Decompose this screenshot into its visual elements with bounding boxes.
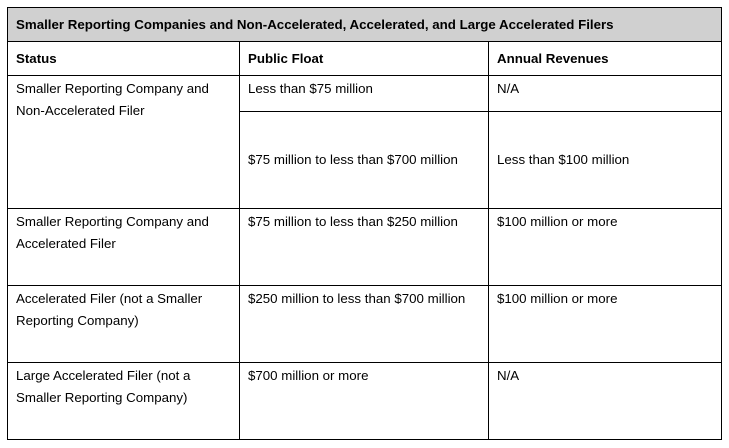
- status-cell: Smaller Reporting Company and Accelerated Filer: [8, 209, 240, 286]
- annual-revenues-cell: $100 million or more: [489, 286, 722, 363]
- annual-revenues-cell: $100 million or more: [489, 209, 722, 286]
- public-float-cell: Less than $75 million: [240, 76, 489, 112]
- status-cell: Large Accelerated Filer (not a Smaller Reporting Company): [8, 363, 240, 440]
- annual-revenues-cell: N/A: [489, 363, 722, 440]
- status-cell: Accelerated Filer (not a Smaller Reporting Company): [8, 286, 240, 363]
- header-annual-revenues: Annual Revenues: [489, 42, 722, 76]
- header-status: Status: [8, 42, 240, 76]
- annual-revenues-cell: N/A: [489, 76, 722, 112]
- public-float-cell: $250 million to less than $700 million: [240, 286, 489, 363]
- table-header-row: [8, 42, 722, 76]
- public-float-cell: $75 million to less than $700 million: [240, 112, 489, 209]
- filer-status-table: [7, 7, 722, 440]
- table-title: Smaller Reporting Companies and Non-Accelerated, Accelerated, and Large Accelerated Filers: [8, 8, 722, 42]
- table-title-row: [8, 8, 722, 42]
- table-row: [8, 363, 722, 440]
- table-row: [8, 286, 722, 363]
- annual-revenues-cell: Less than $100 million: [489, 112, 722, 209]
- public-float-cell: $700 million or more: [240, 363, 489, 440]
- table-row: [8, 209, 722, 286]
- header-public-float: Public Float: [240, 42, 489, 76]
- public-float-cell: $75 million to less than $250 million: [240, 209, 489, 286]
- table-row: [8, 76, 722, 112]
- status-cell: Smaller Reporting Company and Non-Accelerated Filer: [8, 76, 240, 209]
